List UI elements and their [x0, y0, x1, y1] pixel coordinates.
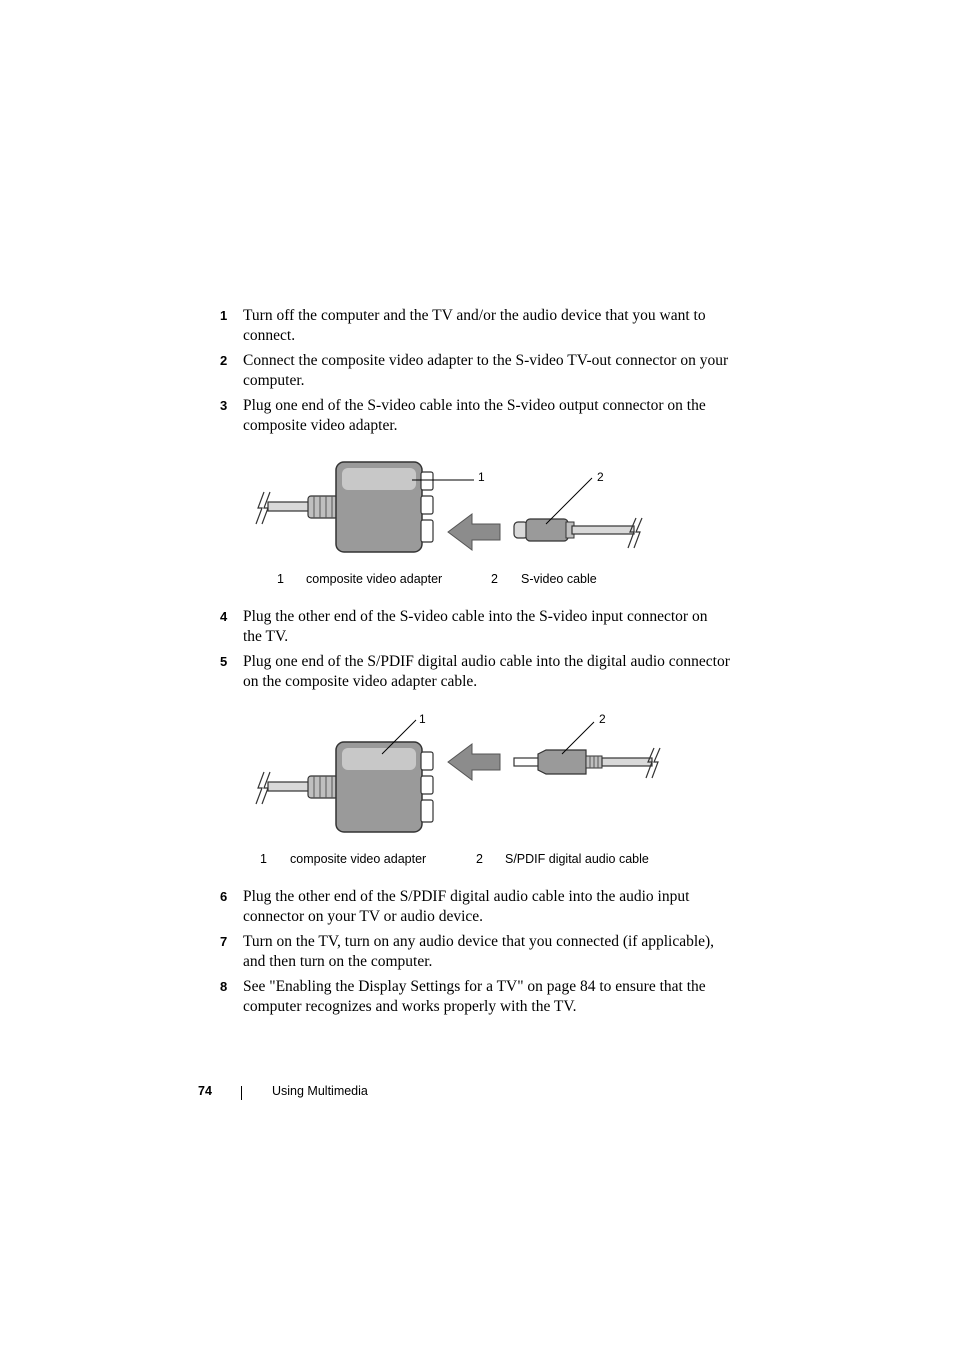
step-text: Plug one end of the S/PDIF digital audio cable into the digital audio connector on the composite video adapter cable.: [243, 653, 730, 690]
callout-1: 1: [419, 712, 426, 726]
legend-label: S-video cable: [521, 572, 597, 586]
step-text: Plug one end of the S-video cable into the S-video output connector on the composite video adapter.: [243, 397, 706, 434]
legend-number: 2: [491, 572, 498, 586]
callout-1: 1: [478, 470, 485, 484]
spdif-connection-illustration: [250, 712, 670, 836]
step-2: [220, 351, 730, 390]
step-8: [220, 977, 730, 1016]
step-number: 8: [220, 979, 228, 994]
step-5: [220, 652, 730, 691]
step-text: Plug the other end of the S-video cable into the S-video input connector on the TV.: [243, 608, 708, 645]
step-number: 4: [220, 609, 228, 624]
step-text: Connect the composite video adapter to the S-video TV-out connector on your computer.: [243, 352, 729, 389]
legend-number: 2: [476, 852, 483, 866]
legend-number: 1: [277, 572, 284, 586]
legend-label: S/PDIF digital audio cable: [505, 852, 649, 866]
legend-number: 1: [260, 852, 267, 866]
page-number: 74: [198, 1084, 212, 1098]
step-4: [220, 607, 730, 646]
section-title: Using Multimedia: [272, 1084, 368, 1098]
step-1: [220, 306, 730, 345]
step-6: [220, 887, 730, 926]
footer-divider: [241, 1086, 242, 1100]
step-number: 5: [220, 654, 228, 669]
step-text: See "Enabling the Display Settings for a TV" on page 84 to ensure that the computer recognizes and works properly with the TV.: [243, 978, 706, 1015]
svideo-connection-illustration: [250, 456, 670, 556]
step-text: Plug the other end of the S/PDIF digital audio cable into the audio input connector on your TV or audio device.: [243, 888, 690, 925]
figure-svideo-connection: [250, 456, 670, 556]
step-number: 6: [220, 889, 228, 904]
step-number: 2: [220, 353, 228, 368]
step-text: Turn off the computer and the TV and/or the audio device that you want to connect.: [243, 307, 706, 344]
step-3: [220, 396, 730, 435]
step-text: Turn on the TV, turn on any audio device that you connected (if applicable), and then turn on the computer.: [243, 933, 715, 970]
step-7: [220, 932, 730, 971]
step-number: 3: [220, 398, 228, 413]
legend-label: composite video adapter: [290, 852, 427, 866]
step-number: 1: [220, 308, 228, 323]
legend-label: composite video adapter: [306, 572, 443, 586]
figure-spdif-connection: [250, 712, 670, 836]
callout-2: 2: [599, 712, 606, 726]
callout-2: 2: [597, 470, 604, 484]
step-number: 7: [220, 934, 228, 949]
